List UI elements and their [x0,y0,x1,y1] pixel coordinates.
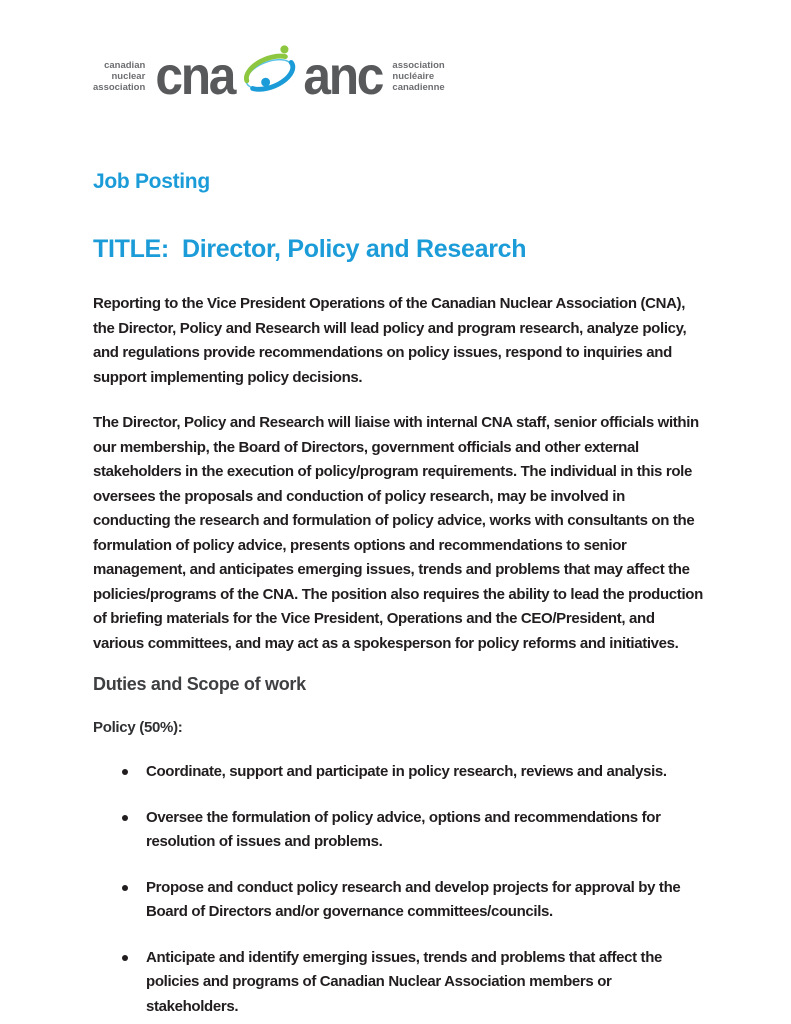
page-title [93,235,705,264]
logo-right-caption-line: canadienne [392,81,445,93]
atom-orbits-icon [242,44,296,104]
logo-left-caption-line: association [93,81,146,93]
subsection-heading-policy: Policy (50%): [93,719,183,736]
bullet-item: Propose and conduct policy research and develop projects for approval by the Board of Directors and/or governance committees/councils. [121,876,705,925]
logo-word-cna: cna [155,46,235,106]
cna-logo [93,46,705,106]
logo-right-caption-line: association [392,59,445,71]
logo-left-caption-line: canadian [104,59,146,71]
logo-right-caption-line: nucléaire [392,70,435,82]
logo-right-caption [392,60,444,93]
logo-left-caption [93,60,145,93]
title-label: TITLE: [93,235,169,263]
title-text: Director, Policy and Research [181,235,527,263]
bullet-item: Oversee the formulation of policy advice, options and recommendations for resolution of issues and problems. [121,806,705,855]
bullet-item: Anticipate and identify emerging issues, trends and problems that affect the policies and programs of Canadian Nuclear Association members or stakeholders. [121,946,705,1020]
intro-paragraph-2: The Director, Policy and Research will liaise with internal CNA staff, senior officials within our membership, the Board of Directors, government officials and other external stakeholders in the execution of policy/program requirements. The individual in this role oversees the proposals and conduction of policy research, may be involved in conducting the research and formulation of policy advice, works with consultants on the formulation of policy advice, presents options and recommendations to senior management, and anticipates emerging issues, trends and problems that may affect the policies/programs of the CNA. The position also requires the ability to lead the production of briefing materials for the Vice President, Operations and the CEO/President, and various committees, and may act as a spokesperson for policy reforms and initiatives. [93,414,703,652]
duties-bullet-list [93,760,705,1019]
section-heading-duties: Duties and Scope of work [93,674,306,694]
intro-paragraph-1: Reporting to the Vice President Operations of the Canadian Nuclear Association (CNA), the Director, Policy and Research will lead policy and program research, analyze policy, and regulations provide recommendations on policy issues, respond to inquiries and support implementing policy decisions. [93,295,687,386]
logo-left-caption-line: nuclear [111,70,146,82]
bullet-item: Coordinate, support and participate in policy research, reviews and analysis. [121,760,705,785]
kicker-job-posting: Job Posting [93,170,210,193]
logo-word-anc: anc [303,46,382,106]
